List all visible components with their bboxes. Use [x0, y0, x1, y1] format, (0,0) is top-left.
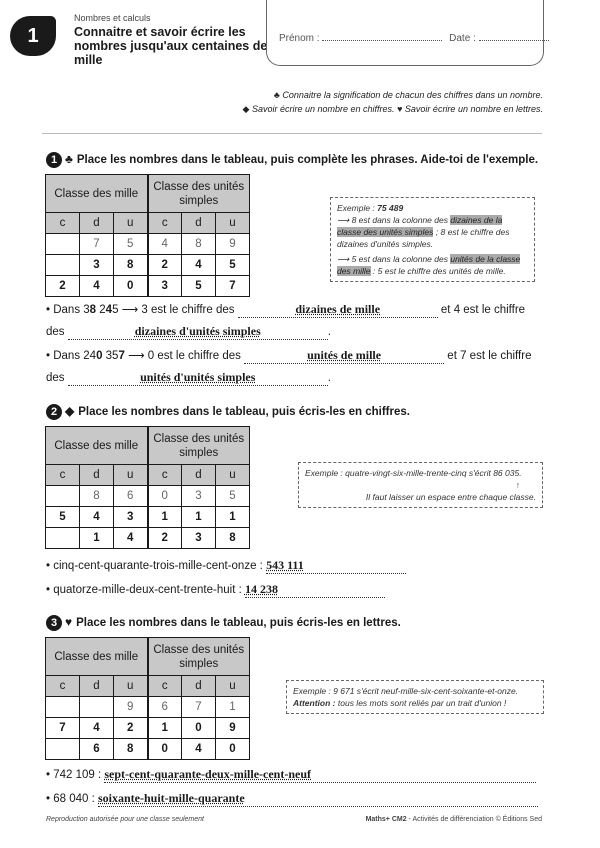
table-cell[interactable]: 3 — [182, 528, 216, 549]
exercise-3-number: 3 — [46, 615, 62, 631]
col-header: d — [182, 465, 216, 486]
answer-field[interactable]: unités de mille — [244, 348, 444, 364]
col-header: c — [46, 465, 80, 486]
table-cell[interactable]: 4 — [114, 528, 148, 549]
objective-2-3: ◆ Savoir écrire un nombre en chiffres. ♥ Savoir écrire un nombre en lettres. — [242, 104, 543, 114]
table-cell: 7 — [182, 697, 216, 718]
header-mille: Classe des mille — [46, 638, 148, 676]
footer-right: Maths+ CM2 - Activités de différenciation © Éditions Sed — [365, 816, 542, 823]
header-mille: Classe des mille — [46, 175, 148, 213]
table-cell[interactable]: 3 — [148, 276, 182, 297]
date-field[interactable] — [479, 31, 549, 41]
table-cell: 9 — [114, 697, 148, 718]
table-cell[interactable]: 4 — [182, 739, 216, 760]
date-label: Date : — [449, 33, 476, 44]
answer-field[interactable]: unités d'unités simples — [68, 370, 328, 386]
table-cell: 8 — [80, 486, 114, 507]
table-cell[interactable]: 2 — [148, 255, 182, 276]
col-header: u — [216, 676, 250, 697]
table-cell[interactable]: 5 — [182, 276, 216, 297]
example-box-1: Exemple : 75 489 ⟶ 8 est dans la colonne des dizaines de la classe des unités simples ; 8 est le chiffre des dizaines d'unités simples. ⟶ 5 est dans la colonne des unités de la classe des mille : 5 est le chiffre des unités de mille. — [330, 197, 535, 282]
table-cell[interactable]: 3 — [114, 507, 148, 528]
table-cell: 8 — [182, 234, 216, 255]
exercise-3-heading: 3 ♥ Place les nombres dans le tableau, puis écris-les en lettres. — [46, 615, 401, 631]
answer-field[interactable]: 14 238 — [245, 582, 385, 598]
header-unites: Classe des unités simples — [148, 175, 250, 213]
table-cell: 0 — [148, 486, 182, 507]
table-cell[interactable]: 4 — [80, 276, 114, 297]
footer-left: Reproduction autorisée pour une classe seulement — [46, 816, 204, 823]
col-header: u — [216, 213, 250, 234]
table-cell[interactable]: 5 — [46, 507, 80, 528]
col-header: c — [148, 465, 182, 486]
table-cell[interactable]: 7 — [46, 718, 80, 739]
diamond-icon: ◆ — [242, 104, 250, 114]
table-cell: 5 — [216, 486, 250, 507]
table-cell — [46, 697, 80, 718]
exercise-2-heading: 2 ◆ Place les nombres dans le tableau, puis écris-les en chiffres. — [46, 404, 410, 420]
answer-field[interactable]: sept-cent-quarante-deux-mille-cent-neuf — [104, 767, 536, 783]
col-header: d — [182, 213, 216, 234]
answer-field[interactable]: soixante-huit-mille-quarante — [98, 791, 538, 807]
col-header: d — [80, 676, 114, 697]
col-header: u — [216, 465, 250, 486]
sheet-number: 1 — [27, 24, 39, 47]
table-cell[interactable]: 1 — [148, 718, 182, 739]
sentence-2b: des unités d'unités simples . — [46, 370, 331, 384]
example-box-3: Exemple : 9 671 s'écrit neuf-mille-six-cent-soixante-et-onze. Attention : tous les mots sont reliés par un trait d'union ! — [286, 680, 544, 714]
table-cell[interactable]: 3 — [80, 255, 114, 276]
table-cell[interactable]: 0 — [182, 718, 216, 739]
table-cell[interactable]: 2 — [114, 718, 148, 739]
header-mille: Classe des mille — [46, 427, 148, 465]
sentence-1b: des dizaines d'unités simples . — [46, 324, 331, 338]
name-date-fields — [279, 31, 549, 44]
col-header: u — [114, 676, 148, 697]
sheet-number-badge — [10, 16, 56, 56]
prenom-label: Prénom : — [279, 33, 320, 44]
heart-icon: ♥ — [397, 104, 403, 114]
number-question-2: • quatorze-mille-deux-cent-trente-huit : 14 238 — [46, 582, 385, 598]
letters-question-1: • 742 109 : sept-cent-quarante-deux-mille-cent-neuf — [46, 767, 536, 783]
table-cell[interactable]: 2 — [148, 528, 182, 549]
table-cell: 6 — [114, 486, 148, 507]
table-cell[interactable]: 0 — [148, 739, 182, 760]
col-header: c — [46, 676, 80, 697]
col-header: c — [148, 213, 182, 234]
table-cell[interactable]: 1 — [80, 528, 114, 549]
arrow-icon: ⟶ — [337, 215, 350, 225]
club-icon: ♣ — [65, 152, 73, 167]
number-question-1: • cinq-cent-quarante-trois-mille-cent-onze : 543 111 — [46, 558, 406, 574]
sentence-1: • Dans 38 245 ⟶ 3 est le chiffre des dizaines de mille et 4 est le chiffre — [46, 302, 526, 316]
table-cell[interactable]: 1 — [182, 507, 216, 528]
table-cell[interactable]: 2 — [46, 276, 80, 297]
place-value-table-2 — [45, 426, 250, 549]
col-header: c — [148, 676, 182, 697]
heart-icon: ♥ — [65, 615, 73, 630]
table-cell[interactable]: 5 — [216, 255, 250, 276]
col-header: c — [46, 213, 80, 234]
table-cell: 7 — [80, 234, 114, 255]
table-cell[interactable] — [46, 255, 80, 276]
exercise-2-number: 2 — [46, 404, 62, 420]
answer-field[interactable]: 543 111 — [266, 558, 406, 574]
place-value-table-1 — [45, 174, 250, 297]
table-cell[interactable] — [46, 739, 80, 760]
objective-1: ♣ Connaitre la signification de chacun des chiffres dans un nombre. — [273, 90, 543, 100]
table-cell[interactable]: 4 — [182, 255, 216, 276]
page-title: Connaitre et savoir écrire les nombres jusqu'aux centaines de mille — [74, 25, 268, 67]
arrow-up-icon: ↑ — [515, 480, 520, 490]
exercise-1-heading: 1 ♣ Place les nombres dans le tableau, puis complète les phrases. Aide-toi de l'exemple. — [46, 152, 538, 168]
arrow-icon: ⟶ — [337, 254, 350, 264]
col-header: d — [80, 213, 114, 234]
col-header: d — [80, 465, 114, 486]
table-cell[interactable]: 4 — [80, 507, 114, 528]
sentence-2: • Dans 240 357 ⟶ 0 est le chiffre des unités de mille et 7 est le chiffre — [46, 348, 532, 362]
header-unites: Classe des unités simples — [148, 638, 250, 676]
table-cell[interactable] — [46, 528, 80, 549]
table-cell[interactable]: 1 — [148, 507, 182, 528]
diamond-icon: ◆ — [65, 404, 75, 419]
table-cell — [46, 234, 80, 255]
table-cell: 6 — [148, 697, 182, 718]
col-header: u — [114, 213, 148, 234]
divider — [42, 133, 542, 134]
table-cell[interactable]: 8 — [114, 739, 148, 760]
example-box-2: Exemple : quatre-vingt-six-mille-trente-cinq s'écrit 86 035. ↑ Il faut laisser un espace entre chaque classe. — [298, 462, 543, 508]
table-cell[interactable]: 4 — [80, 718, 114, 739]
place-value-table-3 — [45, 637, 250, 760]
table-cell: 5 — [114, 234, 148, 255]
answer-field[interactable]: dizaines de mille — [238, 302, 438, 318]
table-cell: 4 — [148, 234, 182, 255]
table-cell[interactable]: 0 — [216, 739, 250, 760]
table-cell[interactable]: 6 — [80, 739, 114, 760]
col-header: u — [114, 465, 148, 486]
table-cell[interactable]: 9 — [216, 718, 250, 739]
table-cell: 1 — [216, 697, 250, 718]
letters-question-2: • 68 040 : soixante-huit-mille-quarante — [46, 791, 538, 807]
prenom-field[interactable] — [322, 31, 442, 41]
answer-field[interactable]: dizaines d'unités simples — [68, 324, 328, 340]
club-icon: ♣ — [273, 90, 280, 100]
table-cell[interactable]: 8 — [216, 528, 250, 549]
col-header: d — [182, 676, 216, 697]
table-cell: 3 — [182, 486, 216, 507]
exercise-1-number: 1 — [46, 152, 62, 168]
table-cell — [80, 697, 114, 718]
subject-label: Nombres et calculs — [74, 13, 151, 23]
header-unites: Classe des unités simples — [148, 427, 250, 465]
table-cell[interactable]: 8 — [114, 255, 148, 276]
table-cell[interactable]: 0 — [114, 276, 148, 297]
table-cell — [46, 486, 80, 507]
table-cell[interactable]: 1 — [216, 507, 250, 528]
table-cell[interactable]: 7 — [216, 276, 250, 297]
table-cell: 9 — [216, 234, 250, 255]
